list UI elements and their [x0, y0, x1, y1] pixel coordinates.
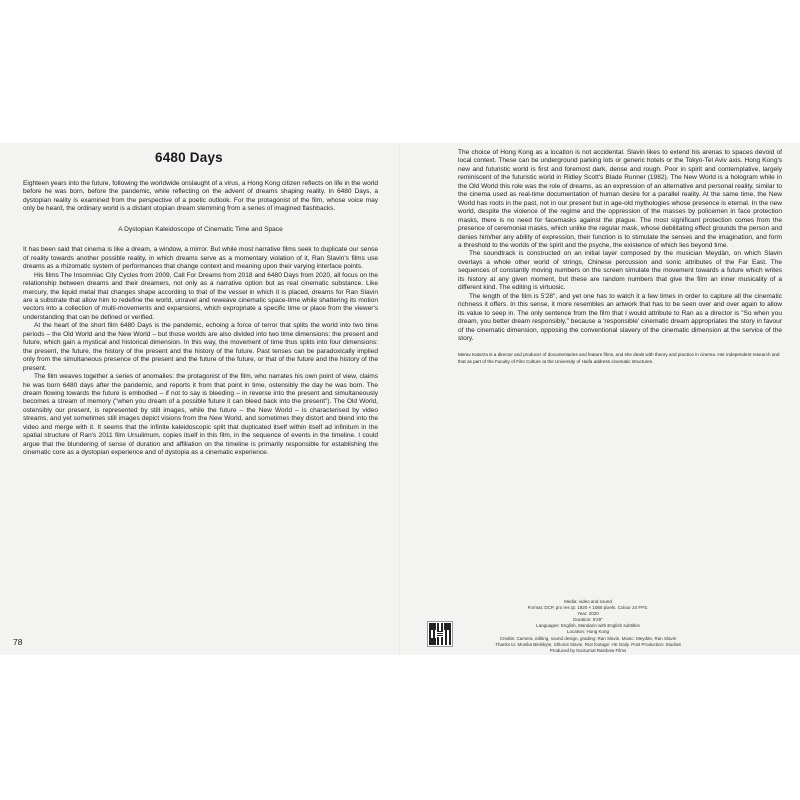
page-number: 78: [13, 637, 23, 647]
left-page-text: [23, 180, 378, 458]
credit-line: Year: 2020: [577, 611, 599, 617]
section-subheading: A Dystopian Kaleidoscope of Cinematic Time and Space: [118, 225, 283, 233]
film-credits: [470, 599, 706, 654]
right-paragraph-1: The choice of Hong Kong as a location is not accidental. Slavin likes to extend his arenas to spaces devoid of local context. These can be underground parking lots or generic hotels or the Tokyo-Tel Aviv axis. Hong Kong's new and futuristic world is first and foremost dark, dense and rough. Poor in spirit and contemplative, largely reminiscent of the futuristic world in Ridley Scott's Blade Runner (1982). The New World is a hologram while in the Old World this role was the role of dreams, as an expression of an alternative and personal reality, similar to the cinema used as real-time documentation of human desire for a parallel reality. At the same time, the New World has roots in the past, not in our present but in age-old mythologies whose presence is eternal. In the new world, despite the violence of the regime and the oppression of the masses by policemen in face protection masks, there is no need for facemasks against the plague. The most significant protection comes from the presence of ceremonial masks, which unlike the regular mask, whose debilitating effect grounds the person and denies him/her any ability of expression, their function is to stimulate the senses and the imagination, and form a threshold to the worlds of the spirit and the psyche, the existence of which lies beyond time.: [458, 149, 782, 249]
credit-line: Credits: Camera, editing, sound design, grading: Ran Slavin. Music: Meydän, Ran Slavin: [499, 635, 677, 641]
intro-paragraph: Eighteen years into the future, following the worldwide onslaught of a virus, a Hong Kong citizen reflects on life in the world before he was born, before the pandemic, while reflecting on the advent of dreams shaping reality. In 6480 Days, a dystopian reality is examined from the perspective of a poetic outlook. For the protagonist of the film, whose voice may only be heard, the ordinary world is a distant utopian dream stemming from a series of imagined flashbacks.: [23, 180, 378, 213]
right-page-text: [458, 149, 782, 365]
credit-line: Languages: English, Mandarin with English subtitles: [536, 623, 640, 629]
body-paragraph-1: It has been said that cinema is like a dream, a window, a mirror. But while most narrative films seek to duplicate our sense of reality towards another possible reality, in which dreams serve as a momentary violation of it, Ran Slavin's films use dreams as a rhizomatic system of performances that change context and meaning upon their varying interface points.: [23, 246, 378, 271]
body-paragraph-2: His films The Insomniac City Cycles from 2009, Call For Dreams from 2018 and 6480 Days from 2020, all focus on the relationship between dreams and their dreamers, not only as a narrative option but as real cinematic substance. Like mercury, the liquid metal that changes shape according to that of the vessel in which it is placed, dreams for Ran Slavin are a substrate that allow him to redefine the world, unravel and reweave cinematic space-time while shattering its motion vectors into a collection of multi-movements and expansions, which expropriate a specific time or place from the viewer's understanding that can be defined or verified.: [23, 271, 378, 321]
right-paragraph-3: The length of the film is 5'28", and yet one has to watch it a few times in order to capture all the cinematic richness it offers. In this sense, it more resembles an artwork that has to be seen over and over again to allow its value to seep in. The only sentence from the film that I would attribute to Ran as a director is "So when you dream, you better dream responsibly," because a 'responsible' cinematic dream appropriates the story in favour of the cinematic dimension, opposing the conventional slavery of the cinematic dimension at the service of the story.: [458, 292, 782, 342]
right-paragraph-2: The soundtrack is constructed on an initial layer composed by the musician Meydän, on which Slavin overlays a whole other world of strings, Chinese percussion and sonic attributes of the Far East. The sequences of constantly moving numbers on the screen simulate the movement towards a future which writes its history at any given moment, but these are random numbers that give the film an inner musicality of a different kind. The editing is virtuosic.: [458, 250, 782, 292]
credit-line: Thanks to: Monika Bielskyte, Shlomit Slavin. Riot footage: HK Daily. Post Production: Studio8: [495, 641, 681, 647]
body-paragraph-4: The film weaves together a series of anomalies: the protagonist of the film, who narrates his own point of view, claims he was born 6480 days after the pandemic, and reports it from that point in time, ostensibly the day he was born. The dream flowing towards the future is embodied – if not to say is bleeding – in reverse into the present and simultaneously becomes a stream of memory ("when you dream of a possible future it can bleed back into the present"). The Old World, ostensibly our present, is represented by still images, while the future – the New World – is characterised by video streams, and yet sometimes still images depict visions from the New World, and sometimes they distort and blend into the video and merge with it. It seems that the infinite kaleidoscopic split that duplicated itself within itself ad infinitum in the spatial structure of Ran's 2011 film Ursulimum, copies itself in this film, in the sequence of events in the timeline. I could argue that the blundering of sense of duration and affiliation on the timeline is primarily responsible for establishing the cinematic core as a dystopian experience and of dystopia as a cinematic experience.: [23, 373, 378, 457]
author-bio: Merav Katorza is a director and producer of documentaries and feature films, and she deals with theory and practice in cinema. Her independent research and that as part of the Faculty of Film Culture at the University of Haifa address cinematic structures.: [458, 352, 780, 364]
book-gutter: [399, 143, 401, 655]
credit-line: Produced by Nocturnal Rainbow Films: [549, 647, 627, 653]
body-paragraph-3: At the heart of the short film 6480 Days is the pandemic, echoing a force of terror that splits the world into two time periods – the Old World and the New World – but those worlds are also divided into two time dimensions: the present and future, which gain a mystical and historical dimension. In this way, the movement of time thus splits into four dimensions: the present, the future, the history of the present and the history of the future. Past tenses can be paradoxically implied only from the simultaneous presence of the present and the future of the future, or that of the future and the history of the present.: [23, 322, 378, 372]
credit-line: Location: Hong Kong: [566, 629, 610, 635]
qr-code-icon[interactable]: [428, 622, 452, 646]
credit-line: Duration: 5'29": [573, 617, 603, 623]
page-title: 6480 Days: [155, 150, 223, 165]
credit-line: Format: DCP, pro res qt. 1920 × 1080 pixels. Colour 24 FPS.: [527, 605, 649, 611]
credit-line: Media: video and sound: [564, 599, 612, 604]
